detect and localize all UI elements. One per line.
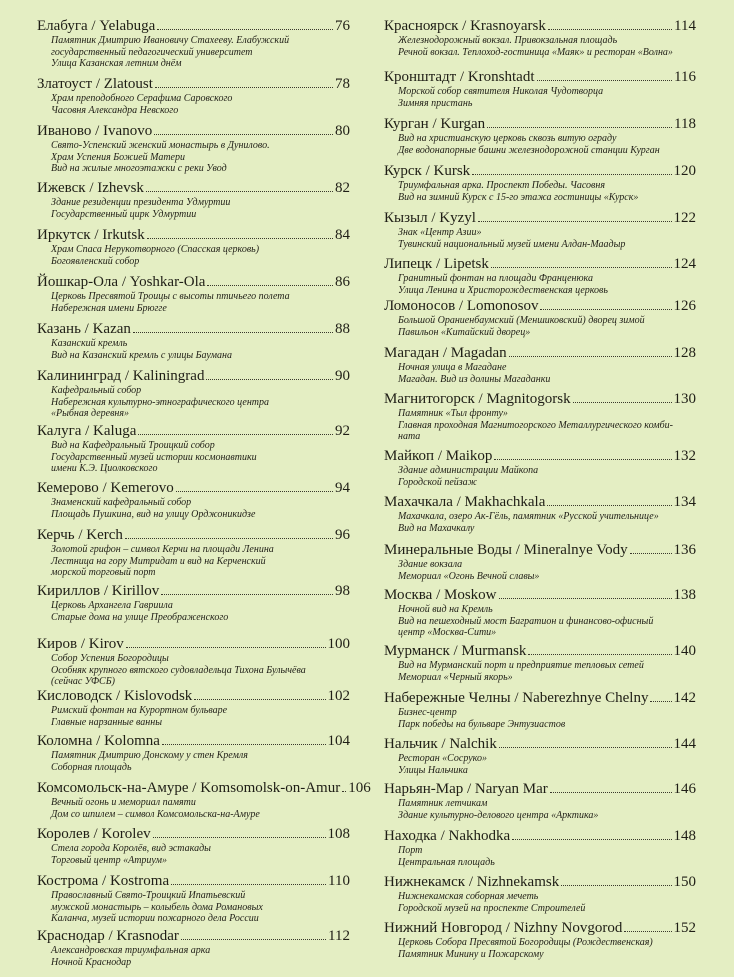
city-name: Ломоносов / Lomonosov [384, 298, 539, 314]
city-name: Магадан / Magadan [384, 345, 507, 361]
photo-caption: морской торговый порт [51, 567, 156, 578]
page-number: 128 [673, 345, 696, 361]
photo-caption: Вечный огонь и мемориал памяти [51, 797, 196, 808]
entry-heading [37, 76, 350, 93]
page-number: 106 [348, 780, 371, 796]
photo-caption: Ночной Краснодар [51, 956, 132, 968]
entry-heading [384, 828, 696, 845]
dot-leader [499, 747, 672, 748]
dot-leader [630, 553, 672, 554]
city-name: Нарьян-Мар / Naryan Mar [384, 781, 548, 797]
photo-caption: Знаменский кафедральный собор [51, 497, 192, 508]
entry-heading [384, 736, 696, 753]
entry-heading [37, 123, 350, 140]
photo-caption: Большой Ораниенбаумский (Меншиковский) дворец зимой [398, 315, 645, 326]
city-name: Калуга / Kaluga [37, 423, 137, 439]
entry-heading [384, 781, 696, 798]
photo-caption: Соборная площадь [51, 761, 132, 773]
photo-caption: Вид на Мурманский порт и предприятие тепловых сетей [398, 660, 644, 671]
photo-caption: Государственный цирк Удмуртии [51, 208, 197, 220]
dot-leader [147, 238, 333, 239]
page-number: 126 [673, 298, 696, 314]
entry-heading [37, 527, 350, 544]
entry-heading [384, 210, 696, 227]
photo-caption: Памятник Дмитрию Ивановичу Стахееву. Елабужский [51, 35, 290, 46]
photo-caption: Площадь Пушкина, вид на улицу Орджоникидзе [51, 508, 256, 520]
dot-leader [573, 402, 672, 403]
entry-heading [37, 321, 350, 338]
photo-caption: Мемориал «Огонь Вечной славы» [398, 570, 540, 582]
entry-heading [384, 345, 696, 362]
city-name: Махачкала / Makhachkala [384, 494, 546, 510]
page-number: 130 [673, 391, 696, 407]
photo-caption: Церковь Собора Пресвятой Богородицы (Рождественская) [398, 937, 653, 948]
entry-heading [37, 780, 371, 797]
photo-caption: центр «Москва-Сити» [398, 627, 497, 638]
contents-entry[interactable] [37, 688, 350, 728]
dot-leader [509, 356, 672, 357]
page-number: 80 [335, 123, 350, 139]
photo-caption: Парк победы на бульваре Энтузиастов [398, 718, 566, 730]
contents-entry[interactable] [37, 733, 350, 773]
page-number: 148 [673, 828, 696, 844]
dot-leader [138, 434, 333, 435]
entry-heading [37, 636, 350, 653]
contents-entry[interactable] [37, 76, 350, 116]
city-name: Киров / Kirov [37, 636, 124, 652]
photo-caption: Махачкала, озеро Ак-Гёль, памятник «Русской учительнице» [398, 511, 659, 522]
photo-caption: Вид на христианскую церковь сквозь витую ограду [398, 133, 617, 144]
entry-heading [384, 69, 696, 86]
page-number: 136 [673, 542, 696, 558]
contents-entry[interactable] [384, 781, 696, 821]
photo-caption: Здание администрации Майкопа [398, 465, 539, 476]
contents-entry[interactable] [37, 928, 350, 968]
dot-leader [342, 791, 346, 792]
page-number: 108 [327, 826, 350, 842]
contents-entry[interactable] [37, 780, 371, 820]
photo-caption: Магадан. Вид из долины Магаданки [398, 373, 551, 385]
city-name: Мурманск / Murmansk [384, 643, 527, 659]
city-name: Кириллов / Kirillov [37, 583, 160, 599]
photo-caption: Вид на жилые многоэтажки с реки Увод [51, 163, 227, 174]
photo-caption: «Рыбная деревня» [51, 408, 130, 419]
photo-caption: Городской музей на проспекте Строителей [398, 902, 586, 914]
entry-heading [384, 643, 696, 660]
photo-caption: Гранитный фонтан на площади Франценюка [398, 273, 593, 284]
page-number: 84 [335, 227, 350, 243]
city-name: Кемерово / Kemerovo [37, 480, 174, 496]
page-number: 120 [673, 163, 696, 179]
photo-caption: Ночная улица в Магадане [398, 362, 507, 373]
dot-leader [157, 29, 333, 30]
contents-entry[interactable] [384, 210, 696, 250]
photo-caption: Улица Ленина и Христорождественская церковь [398, 284, 608, 296]
city-name: Кронштадт / Kronshtadt [384, 69, 535, 85]
photo-caption: Храм Успения Божией Матери [51, 151, 185, 163]
contents-entry[interactable] [384, 69, 696, 109]
entry-heading [384, 494, 696, 511]
photo-caption: Вид на Махачкалу [398, 522, 475, 534]
page-number: 76 [335, 18, 350, 34]
contents-entry[interactable] [384, 18, 696, 58]
contents-entry[interactable] [384, 256, 696, 296]
photo-caption: Улицы Нальчика [398, 764, 468, 776]
dot-leader [494, 459, 671, 460]
photo-caption: Часовня Александра Невского [51, 104, 179, 116]
page-number: 90 [335, 368, 350, 384]
contents-entry[interactable] [37, 583, 350, 623]
entry-heading [384, 256, 696, 273]
city-name: Елабуга / Yelabuga [37, 18, 156, 34]
contents-entry[interactable] [37, 826, 350, 866]
contents-entry[interactable] [37, 123, 350, 175]
photo-caption: мужской монастырь – колыбель дома Романовых [51, 901, 263, 913]
contents-entry[interactable] [37, 636, 350, 688]
photo-caption: Нижнекамская соборная мечеть [398, 891, 539, 902]
page-number: 96 [335, 527, 350, 543]
contents-entry[interactable] [37, 321, 350, 361]
entry-heading [384, 298, 696, 315]
photo-caption: Памятник Дмитрию Донскому у стен Кремля [51, 750, 248, 761]
city-name: Кызыл / Kyzyl [384, 210, 476, 226]
page-number: 98 [335, 583, 350, 599]
photo-caption: Памятник летчикам [398, 798, 488, 809]
dot-leader [162, 744, 326, 745]
contents-entry[interactable] [384, 163, 696, 203]
entry-heading [384, 874, 696, 891]
photo-caption: Храм Спаса Нерукотворного (Спасская церковь) [51, 244, 260, 255]
page-number: 86 [335, 274, 350, 290]
city-name: Минеральные Воды / Mineralnye Vody [384, 542, 628, 558]
photo-caption: государственный педагогический университет [51, 46, 253, 58]
city-name: Набережные Челны / Naberezhnye Chelny [384, 690, 649, 706]
city-name: Ижевск / Izhevsk [37, 180, 144, 196]
dot-leader [499, 598, 672, 599]
page-number: 132 [673, 448, 696, 464]
page-number: 144 [673, 736, 696, 752]
dot-leader [624, 931, 671, 932]
entry-heading [37, 873, 350, 890]
contents-entry[interactable] [384, 391, 696, 443]
entry-heading [37, 18, 350, 35]
contents-entry[interactable] [384, 736, 696, 776]
contents-entry[interactable] [37, 180, 350, 220]
photo-caption: Главная проходная Магнитогорского Металлургического комби- [398, 419, 673, 431]
photo-caption: Государственный музей истории космонавтики [51, 451, 257, 463]
dot-leader [547, 505, 671, 506]
city-name: Королев / Korolev [37, 826, 151, 842]
photo-caption: Улица Казанская летним днём [51, 58, 182, 69]
dot-leader [528, 654, 671, 655]
dot-leader [548, 29, 672, 30]
city-name: Йошкар-Ола / Yoshkar-Ola [37, 274, 206, 290]
photo-caption: Вид на Кафедральный Троицкий собор [51, 440, 215, 451]
entry-heading [37, 826, 350, 843]
photo-caption: Речной вокзал. Теплоход-гостиница «Маяк» и ресторан «Волна» [398, 46, 673, 58]
entry-heading [37, 227, 350, 244]
contents-entry[interactable] [384, 587, 696, 639]
contents-entry[interactable] [384, 643, 696, 683]
photo-caption: Центральная площадь [398, 856, 495, 868]
city-name: Липецк / Lipetsk [384, 256, 489, 272]
city-name: Керчь / Kerch [37, 527, 123, 543]
city-name: Коломна / Kolomna [37, 733, 160, 749]
page-number: 88 [335, 321, 350, 337]
entry-heading [37, 733, 350, 750]
dot-leader [206, 379, 333, 380]
photo-caption: Железнодорожный вокзал. Привокзальная площадь [398, 35, 618, 46]
page-number: 114 [674, 18, 696, 34]
dot-leader [478, 221, 672, 222]
dot-leader [161, 594, 333, 595]
photo-caption: Дом со шпилем – символ Комсомольска-на-Амуре [51, 808, 260, 820]
city-name: Казань / Kazan [37, 321, 131, 337]
city-name: Курган / Kurgan [384, 116, 486, 132]
contents-entry[interactable] [384, 345, 696, 385]
contents-entry[interactable] [37, 227, 350, 267]
contents-entry[interactable] [384, 690, 696, 730]
photo-caption: Кафедральный собор [51, 385, 142, 396]
dot-leader [487, 127, 672, 128]
city-name: Златоуст / Zlatoust [37, 76, 153, 92]
photo-caption: Мемориал «Черный якорь» [398, 671, 513, 683]
photo-caption: Богоявленский собор [51, 255, 140, 267]
entry-heading [37, 928, 350, 945]
dot-leader [472, 174, 671, 175]
page-number: 102 [327, 688, 350, 704]
photo-caption: Две водонапорные башни железнодорожной станции Курган [398, 144, 660, 156]
photo-caption: Набережная имени Брюгге [51, 302, 167, 314]
photo-caption: Зимняя пристань [398, 97, 473, 109]
photo-caption: Вид на зимний Курск с 15-го этажа гостиницы «Курск» [398, 191, 639, 203]
city-name: Комсомольск-на-Амуре / Komsomolsk-on-Amur [37, 780, 341, 796]
page-number: 94 [335, 480, 350, 496]
photo-caption: Казанский кремль [51, 338, 128, 349]
city-name: Нижнекамск / Nizhnekamsk [384, 874, 560, 890]
dot-leader [154, 134, 333, 135]
city-name: Курск / Kursk [384, 163, 471, 179]
photo-caption: Порт [398, 845, 423, 856]
contents-entry[interactable] [37, 368, 350, 420]
photo-caption: Церковь Архангела Гавриила [51, 600, 173, 611]
photo-caption: Торговый центр «Атриум» [51, 854, 167, 866]
dot-leader [133, 332, 333, 333]
photo-caption: Храм преподобного Серафима Саровского [51, 93, 233, 104]
page-number: 110 [328, 873, 350, 889]
photo-caption: Здание культурно-делового центра «Арктика» [398, 809, 599, 821]
photo-caption: Набережная культурно-этнографического центра [51, 396, 270, 408]
photo-caption: Морской собор святителя Николая Чудотворца [398, 86, 604, 97]
city-name: Кострома / Kostroma [37, 873, 170, 889]
photo-caption: Знак «Центр Азии» [398, 227, 482, 238]
entry-heading [37, 180, 350, 197]
entry-heading [37, 480, 350, 497]
entry-heading [384, 163, 696, 180]
photo-caption: Каланча, музей истории пожарного дела России [51, 913, 259, 924]
photo-caption: Ресторан «Сосруко» [398, 753, 487, 764]
contents-entry[interactable] [37, 423, 350, 475]
city-name: Калининград / Kaliningrad [37, 368, 205, 384]
city-name: Иваново / Ivanovo [37, 123, 153, 139]
contents-entry[interactable] [384, 828, 696, 868]
photo-caption: Церковь Пресвятой Троицы с высоты птичьего полета [51, 291, 290, 302]
dot-leader [155, 87, 333, 88]
photo-caption: Православный Свято-Троицкий Ипатьевский [51, 890, 246, 901]
dot-leader [181, 939, 326, 940]
photo-caption: Особняк крупного вятского судовладельца Тихона Булычёва [51, 664, 306, 676]
page-number: 122 [673, 210, 696, 226]
page-number: 78 [335, 76, 350, 92]
photo-caption: Памятник Минину и Пожарскому [398, 948, 544, 960]
contents-entry[interactable] [384, 874, 696, 914]
contents-entry[interactable] [384, 494, 696, 534]
city-name: Майкоп / Maikop [384, 448, 493, 464]
dot-leader [650, 701, 671, 702]
page-number: 150 [673, 874, 696, 890]
entry-heading [384, 690, 696, 707]
entry-heading [384, 391, 696, 408]
dot-leader [171, 884, 326, 885]
photo-caption: Триумфальная арка. Проспект Победы. Часовня [398, 180, 605, 191]
page-number: 124 [673, 256, 696, 272]
photo-caption: Золотой грифон – символ Керчи на площади Ленина [51, 544, 274, 555]
photo-caption: Вид на пешеходный мост Багратион и финансово-офисный [398, 615, 654, 627]
page-number: 118 [674, 116, 696, 132]
dot-leader [512, 839, 671, 840]
entry-heading [37, 368, 350, 385]
photo-caption: Здание вокзала [398, 559, 463, 570]
dot-leader [176, 491, 333, 492]
entry-heading [384, 448, 696, 465]
dot-leader [550, 792, 672, 793]
photo-caption: (сейчас УФСБ) [51, 676, 115, 687]
entry-heading [384, 116, 696, 133]
city-name: Магнитогорск / Magnitogorsk [384, 391, 571, 407]
page-number: 112 [328, 928, 350, 944]
photo-caption: Стела города Королёв, вид эстакады [51, 843, 211, 854]
dot-leader [125, 538, 333, 539]
dot-leader [540, 309, 671, 310]
photo-caption: Павильон «Китайский дворец» [398, 326, 531, 338]
contents-entry[interactable] [37, 480, 350, 520]
city-name: Нижний Новгород / Nizhny Novgorod [384, 920, 623, 936]
photo-caption: имени К.Э. Циолковского [51, 463, 158, 474]
photo-caption: ната [398, 431, 421, 442]
entry-heading [384, 18, 696, 35]
city-name: Нальчик / Nalchik [384, 736, 497, 752]
photo-caption: Памятник «Тыл фронту» [398, 408, 508, 419]
entry-heading [384, 587, 696, 604]
dot-leader [561, 885, 671, 886]
entry-heading [384, 920, 696, 937]
photo-caption: Александровская триумфальная арка [51, 945, 211, 956]
entry-heading [37, 583, 350, 600]
photo-caption: Собор Успения Богородицы [51, 653, 169, 664]
photo-caption: Ночной вид на Кремль [398, 604, 493, 615]
page-number: 116 [674, 69, 696, 85]
photo-caption: Главные нарзанные ванны [51, 716, 162, 728]
page-number: 92 [335, 423, 350, 439]
page-number: 140 [673, 643, 696, 659]
city-name: Москва / Moskow [384, 587, 497, 603]
page-number: 146 [673, 781, 696, 797]
photo-caption: Лестница на гору Митридат и вид на Керченский [51, 555, 266, 567]
dot-leader [153, 837, 326, 838]
contents-entry[interactable] [384, 542, 696, 582]
photo-caption: Бизнес-центр [398, 707, 457, 718]
entry-heading [37, 688, 350, 705]
contents-entry[interactable] [37, 274, 350, 314]
city-name: Кисловодск / Kislovodsk [37, 688, 193, 704]
photo-caption: Старые дома на улице Преображенского [51, 611, 229, 623]
contents-entry[interactable] [384, 116, 696, 156]
photo-caption: Вид на Казанский кремль с улицы Баумана [51, 349, 232, 361]
photo-caption: Римский фонтан на Курортном бульваре [51, 705, 228, 716]
dot-leader [207, 285, 333, 286]
entry-heading [384, 542, 696, 559]
city-name: Красноярск / Krasnoyarsk [384, 18, 546, 34]
page-number: 104 [327, 733, 350, 749]
contents-entry[interactable] [384, 920, 696, 960]
city-name: Находка / Nakhodka [384, 828, 511, 844]
entry-heading [37, 274, 350, 291]
contents-entry[interactable] [37, 873, 350, 925]
dot-leader [537, 80, 673, 81]
page-number: 134 [673, 494, 696, 510]
page-number: 152 [673, 920, 696, 936]
dot-leader [126, 647, 326, 648]
contents-entry[interactable] [37, 527, 350, 579]
photo-caption: Здание резиденции президента Удмуртии [51, 197, 231, 208]
contents-entry[interactable] [384, 448, 696, 488]
dot-leader [146, 191, 333, 192]
page-number: 100 [327, 636, 350, 652]
dot-leader [194, 699, 325, 700]
city-name: Иркутск / Irkutsk [37, 227, 145, 243]
page-number: 82 [335, 180, 350, 196]
contents-entry[interactable] [384, 298, 696, 338]
page-number: 138 [673, 587, 696, 603]
photo-caption: Свято-Успенский женский монастырь в Дунилово. [51, 140, 270, 151]
page-number: 142 [673, 690, 696, 706]
dot-leader [491, 267, 672, 268]
city-name: Краснодар / Krasnodar [37, 928, 179, 944]
entry-heading [37, 423, 350, 440]
photo-caption: Городской пейзаж [398, 476, 477, 488]
photo-caption: Тувинский национальный музей имени Алдан-Маадыр [398, 238, 626, 250]
contents-entry[interactable] [37, 18, 350, 70]
